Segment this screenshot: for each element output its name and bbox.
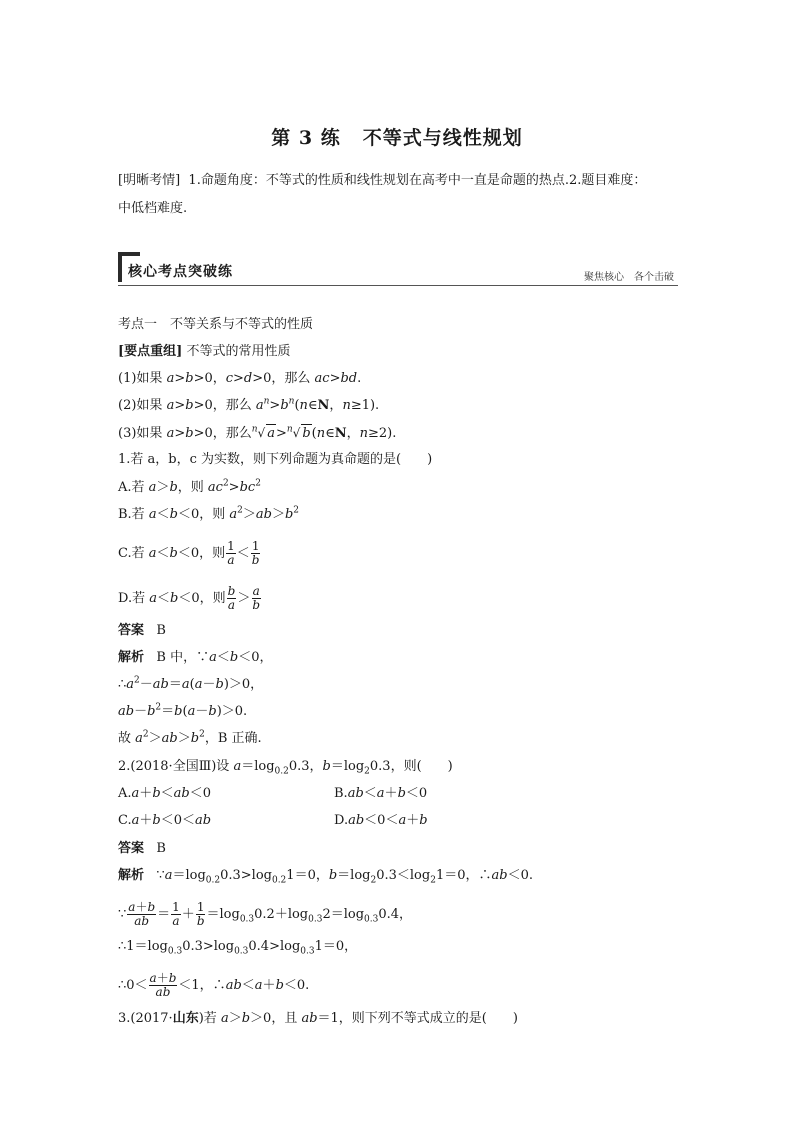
option-2c: C.a＋b＜0＜ab (118, 813, 212, 828)
option-1d: D.若 a＜b＜0，则 $\frac{b}{a}$ ＞ $\frac{a}{b}$ (118, 584, 261, 612)
question-3-stem: 3.(2017·山东)若 a＞b＞0，且 ab＝1，则下列不等式成立的是( ) (118, 1011, 518, 1026)
intro-line-2: 中低档难度. (118, 201, 188, 216)
answer-2: 答案 B (118, 841, 166, 856)
property-3: (3)如果 a>b>0，那么$^n$√ a>$^n$√ b(n∈N，n≥2). (118, 424, 397, 441)
analysis-1-line-4: 故 $a^2>ab>b^2$，B 正确. (118, 729, 262, 746)
answer-1: 答案 B (118, 623, 166, 638)
option-1c: C.若 a＜b＜0，则 $\frac{1}{a}$ ＜ $\frac{1}{b}$ (118, 539, 260, 567)
keypoints-label: [要点重组] (118, 344, 183, 359)
analysis-2-line-1: 解析 $\because a=\log_{0.2}0.3>\log_{0.2}1=0$，$b=\log_20.3<\log_21=0$，∴ab＜0. (118, 868, 533, 886)
section-subtitle: 聚焦核心 各个击破 (584, 272, 674, 283)
section-header (118, 252, 678, 286)
analysis-2-line-4: ∴0＜ $\frac{a+b}{ab}$ ＜1，∴ab＜a＋b＜0. (118, 971, 310, 999)
option-2a: A.a＋b＜ab＜0 (118, 786, 212, 801)
option-1a: A.若 a＞b，则 $ac^2>bc^2$ (118, 478, 261, 495)
analysis-1-line-2: $\therefore a^2-ab=a(a-b)>0$， (118, 675, 264, 692)
keypoints-text: 不等式的常用性质 (186, 344, 291, 359)
question-2-stem: 2.(2018·全国Ⅲ)设 $a=\log_{0.2}0.3$，$b=\log_20.3$，则( ) (118, 759, 453, 777)
analysis-1-line-1: 解析 B 中，∵a＜b＜0， (118, 650, 273, 665)
intro-text: 1.命题角度：不等式的性质和线性规划在高考中一直是命题的热点.2.题目难度： (188, 173, 647, 188)
option-2d: D.ab＜0＜a＋b (334, 813, 428, 828)
analysis-2-line-3: $\therefore 1=\log_{0.3}0.3>\log_{0.3}0.4>\log_{0.3}1=0$， (118, 939, 358, 957)
intro-label: [明晰考情] (118, 173, 181, 188)
property-1: (1)如果 a>b>0，c>d>0，那么 ac>bd. (118, 371, 362, 386)
option-1b: B.若 a＜b＜0，则 $a^2>ab>b^2$ (118, 505, 300, 522)
analysis-1-line-3: $ab-b^2=b(a-b)>0$. (118, 702, 248, 719)
question-1-stem: 1.若 a，b，c 为实数，则下列命题为真命题的是( ) (118, 452, 433, 467)
keypoints-heading (118, 343, 290, 361)
property-2: (2)如果 a>b>0，那么 $a^n>b^n(n\in N$，n≥1). (118, 396, 380, 413)
page-title: 第 3 练 不等式与线性规划 (271, 127, 523, 149)
section-title: 核心考点突破练 (128, 264, 233, 280)
intro-line-1 (118, 172, 646, 190)
option-2b: B.ab＜a＋b＜0 (334, 786, 428, 801)
section-corner-mark (118, 252, 122, 282)
section-rule (118, 285, 678, 286)
section-corner-mark-top (118, 252, 140, 256)
topic-heading: 考点一 不等关系与不等式的性质 (118, 317, 314, 332)
analysis-2-line-2: ∵ $\frac{a+b}{ab}$ ＝ $\frac{1}{a}$ ＋ $\frac{1}{b}$ $=\log_{0.3}0.2+\log_{0.3}2=\log_{0.3}0.4$， (118, 900, 413, 928)
